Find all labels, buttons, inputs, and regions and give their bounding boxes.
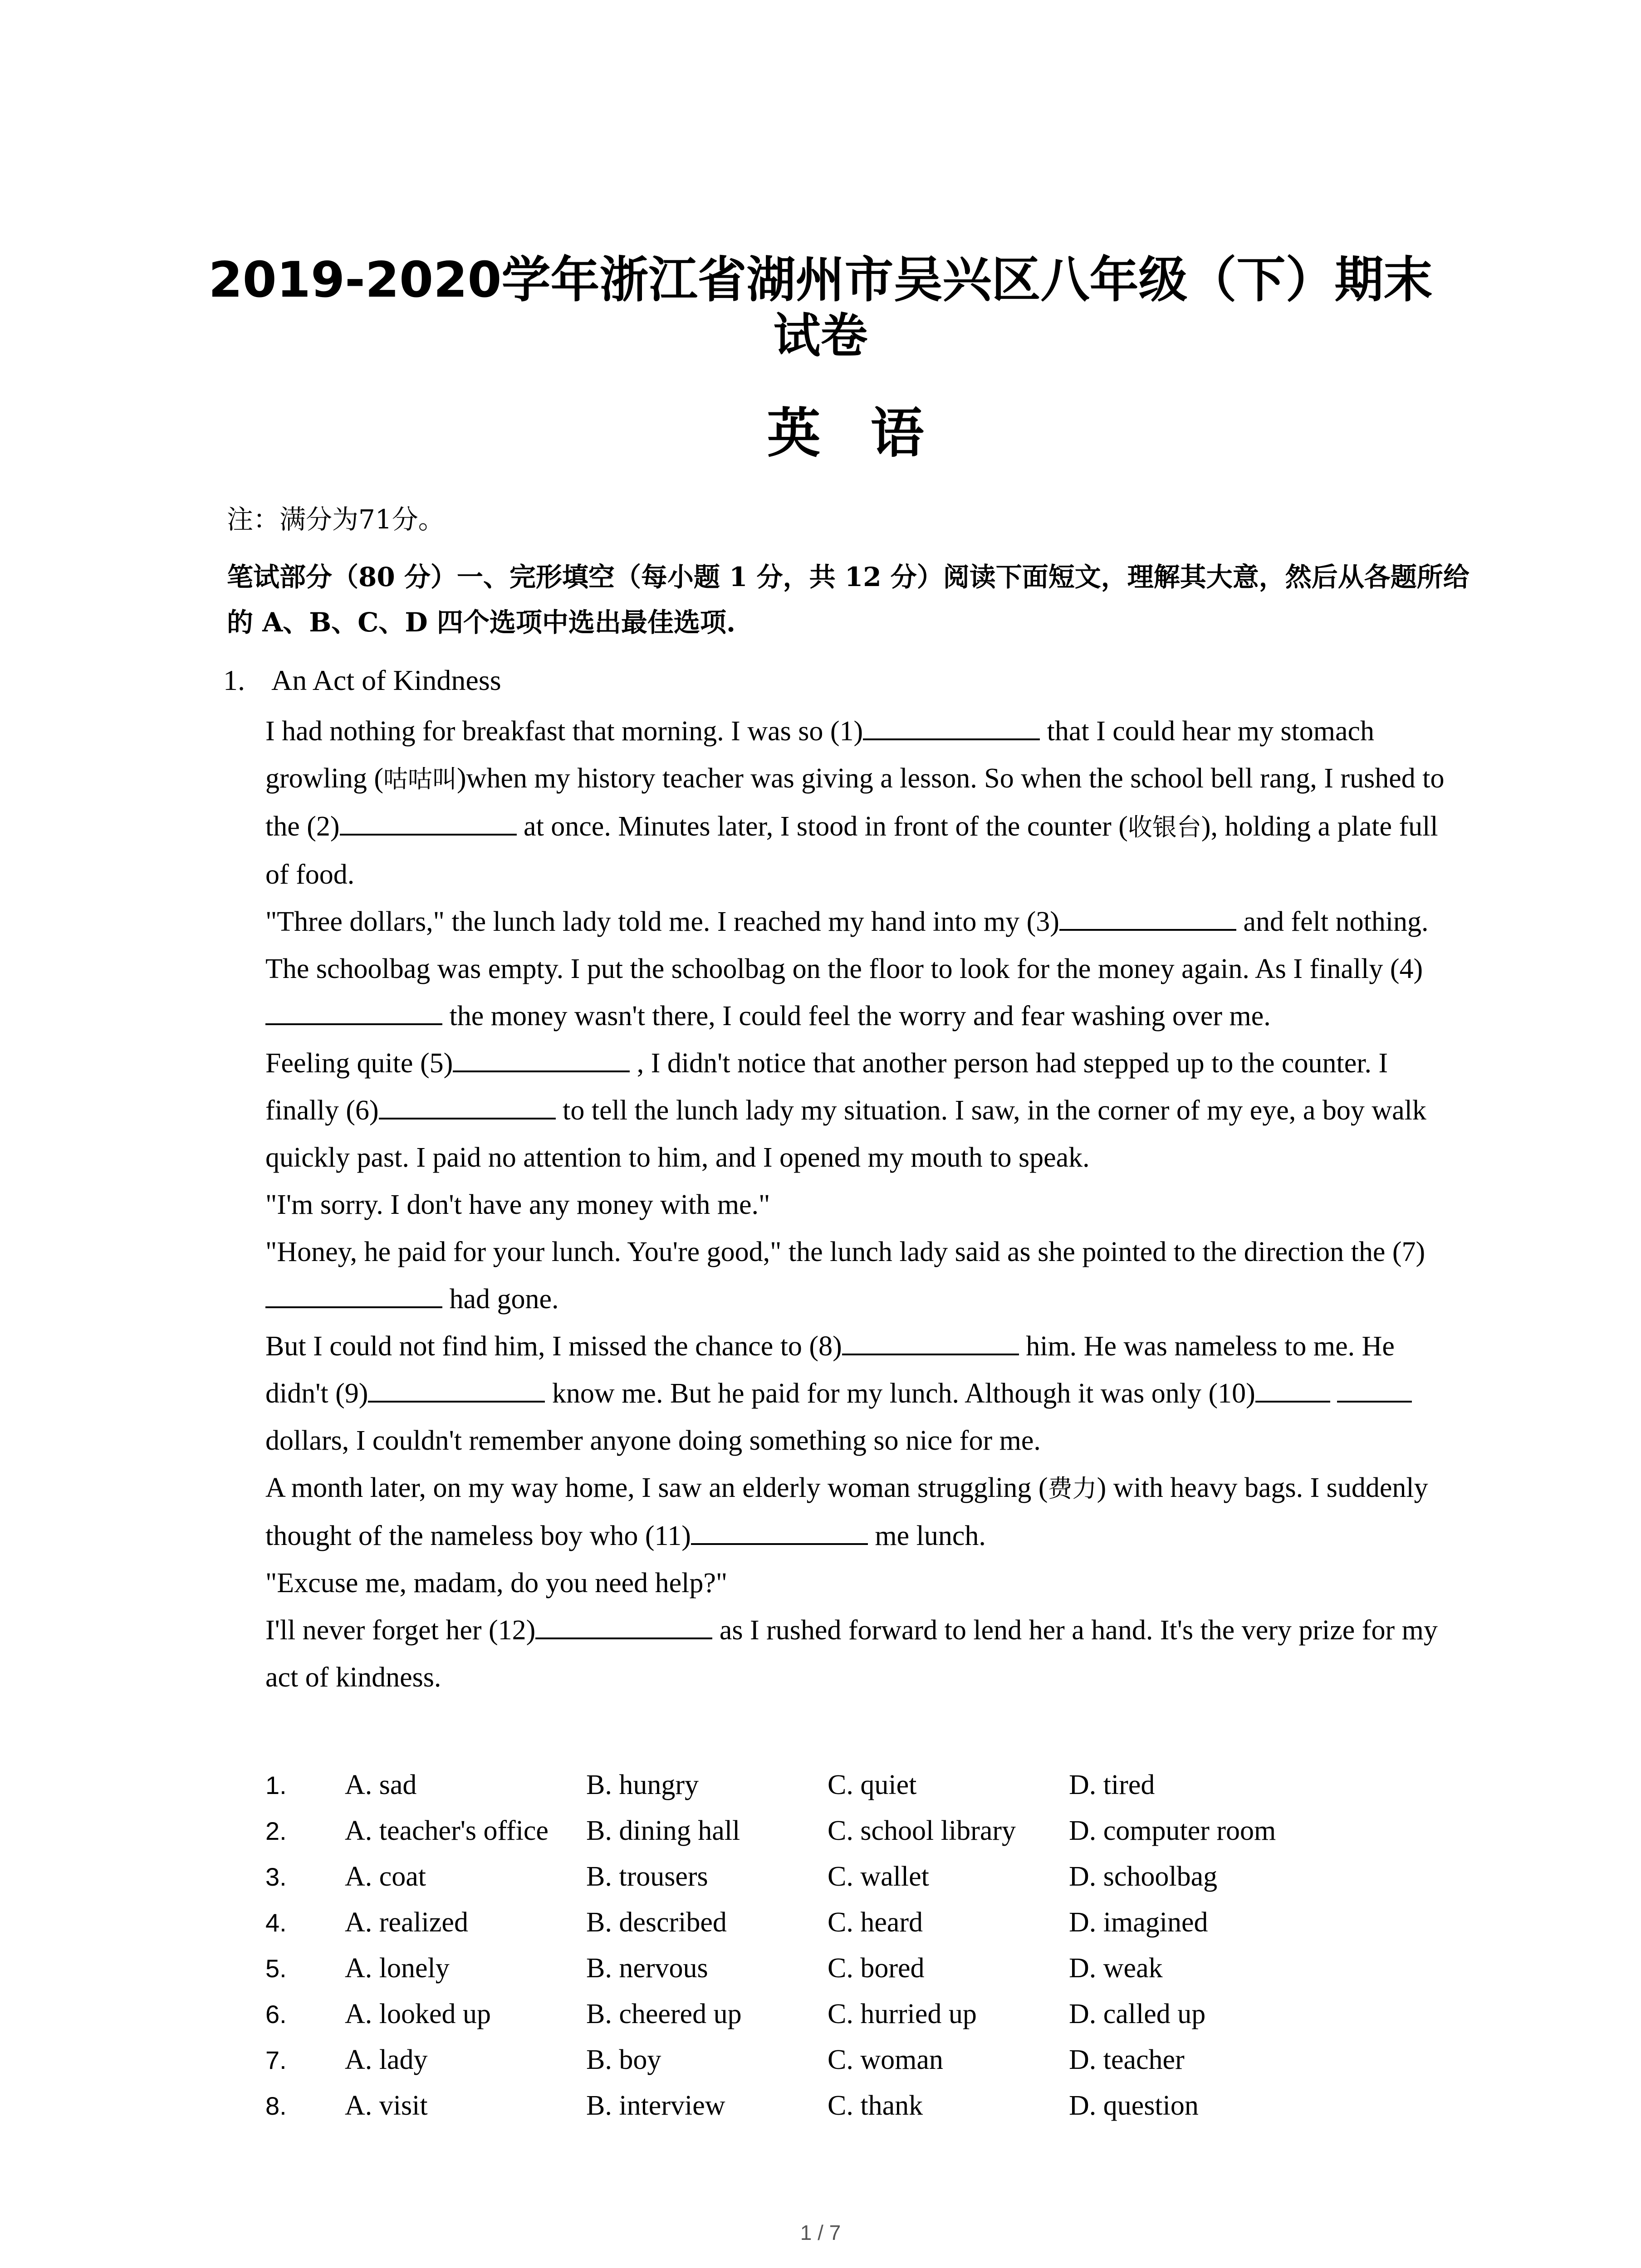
page-number: 1 / 7 (800, 2221, 841, 2244)
question-number: 1. (223, 664, 245, 696)
blank-3[interactable] (1059, 901, 1236, 931)
option-d[interactable]: D. teacher (1069, 2044, 1185, 2075)
option-number: 1. (265, 1771, 287, 1799)
option-c[interactable]: C. school library (828, 1815, 1016, 1846)
option-a[interactable]: A. lonely (345, 1953, 450, 1984)
option-number: 8. (265, 2092, 287, 2120)
blank-7[interactable] (265, 1278, 442, 1308)
section-instructions: 笔试部分（80 分）一、完形填空（每小题 1 分，共 12 分）阅读下面短文，理解其大意，然后从各题所给的 A、B、C、D 四个选项中选出最佳选项. (227, 562, 1470, 638)
option-b[interactable]: B. trousers (586, 1861, 708, 1892)
paragraph-6: But I could not find him, I missed the chance to (8) him. He was nameless to me. He didn't (9) know me. But he paid for my lunch. Although it was only (10) dollars, I couldn't remember anyone doing something so nice for me. (265, 1323, 1463, 1464)
paragraph-3: Feeling quite (5) , I didn't notice that another person had stepped up to the counter. I finally (6) to tell the lunch lady my situation. I saw, in the corner of my eye, a boy walk quickly past. I paid no attention to him, and I opened my mouth to speak. (265, 1040, 1463, 1181)
option-c[interactable]: C. wallet (828, 1861, 929, 1892)
paragraph-7: A month later, on my way home, I saw an elderly woman struggling (费力) with heavy bags. I suddenly thought of the nameless boy who (11) me lunch. (265, 1472, 1428, 1551)
option-number: 7. (265, 2046, 287, 2074)
blank-8[interactable] (842, 1325, 1019, 1355)
option-d[interactable]: D. called up (1069, 1999, 1206, 2029)
paragraph-5: "Honey, he paid for your lunch. You're good," the lunch lady said as she pointed to the direction the (7) had gone. (265, 1237, 1425, 1315)
option-c[interactable]: C. hurried up (828, 1999, 977, 2029)
paragraph-2: "Three dollars," the lunch lady told me. I reached my hand into my (3) and felt nothing. The schoolbag was empty. I put the schoolbag on the floor to look for the money again. As I finally (4) the money wasn't there, I could feel the worry and fear washing over me. (265, 898, 1463, 1040)
option-a[interactable]: A. sad (345, 1769, 417, 1800)
option-row (265, 2037, 1310, 2083)
option-c[interactable]: C. quiet (828, 1769, 917, 1800)
blank-6[interactable] (379, 1090, 556, 1119)
paragraph-1: I had nothing for breakfast that morning. I was so (1) that I could hear my stomach growling (咕咕叫)when my history teacher was giving a lesson. So when the school bell rang, I rushed to the (2) at once. Minutes later, I stood in front of the counter (收银台), holding a plate full of food. (265, 708, 1463, 898)
option-a[interactable]: A. teacher's office (345, 1815, 549, 1846)
option-number: 2. (265, 1817, 287, 1845)
option-row (265, 1854, 1310, 1900)
option-a[interactable]: A. looked up (345, 1999, 491, 2029)
exam-title-line1: 2019-2020学年浙江省湖州市吴兴区八年级（下）期末 (208, 252, 1433, 308)
option-b[interactable]: B. interview (586, 2090, 725, 2121)
option-number: 3. (265, 1862, 287, 1891)
option-b[interactable]: B. cheered up (586, 1999, 742, 2029)
option-row (265, 1945, 1310, 1991)
blank-5[interactable] (453, 1042, 630, 1072)
option-number: 4. (265, 1908, 287, 1937)
option-d[interactable]: D. imagined (1069, 1907, 1208, 1938)
option-row (265, 1991, 1310, 2037)
option-d[interactable]: D. question (1069, 2090, 1199, 2121)
paragraph-9: I'll never forget her (12) as I rushed forward to lend her a hand. It's the very prize for my act of kindness. (265, 1607, 1463, 1701)
option-row (265, 1900, 1310, 1945)
exam-title-line2: 试卷 (773, 308, 868, 363)
blank-2[interactable] (340, 806, 517, 836)
blank-12[interactable] (535, 1609, 712, 1639)
blank-1[interactable] (863, 710, 1040, 740)
option-c[interactable]: C. woman (828, 2044, 943, 2075)
blank-4[interactable] (265, 995, 442, 1025)
blank-10-part2[interactable] (1337, 1373, 1412, 1403)
option-d[interactable]: D. schoolbag (1069, 1861, 1218, 1892)
option-b[interactable]: B. nervous (586, 1953, 708, 1984)
option-number: 6. (265, 2000, 287, 2028)
option-d[interactable]: D. computer room (1069, 1815, 1276, 1846)
blank-11[interactable] (691, 1515, 868, 1545)
option-b[interactable]: B. dining hall (586, 1815, 740, 1846)
paragraph-4: "I'm sorry. I don't have any money with me." (265, 1189, 770, 1220)
blank-9[interactable] (368, 1373, 545, 1403)
option-b[interactable]: B. boy (586, 2044, 661, 2075)
cloze-passage (265, 708, 1463, 1701)
option-row (265, 2083, 1310, 2129)
answer-options (265, 1762, 1310, 2129)
subject-heading: 英语 (767, 402, 974, 464)
option-number: 5. (265, 1954, 287, 1983)
option-a[interactable]: A. lady (345, 2044, 428, 2075)
score-note: 注：满分为71分。 (227, 504, 445, 535)
option-d[interactable]: D. tired (1069, 1769, 1155, 1800)
blank-10-part1[interactable] (1255, 1373, 1330, 1403)
option-c[interactable]: C. thank (828, 2090, 923, 2121)
option-b[interactable]: B. described (586, 1907, 727, 1938)
passage-title: An Act of Kindness (271, 664, 501, 696)
option-a[interactable]: A. realized (345, 1907, 468, 1938)
option-d[interactable]: D. weak (1069, 1953, 1163, 1984)
option-row (265, 1762, 1310, 1808)
option-b[interactable]: B. hungry (586, 1769, 699, 1800)
option-a[interactable]: A. visit (345, 2090, 428, 2121)
paragraph-8: "Excuse me, madam, do you need help?" (265, 1568, 728, 1598)
option-c[interactable]: C. heard (828, 1907, 923, 1938)
option-a[interactable]: A. coat (345, 1861, 426, 1892)
option-row (265, 1808, 1310, 1854)
option-c[interactable]: C. bored (828, 1953, 925, 1984)
